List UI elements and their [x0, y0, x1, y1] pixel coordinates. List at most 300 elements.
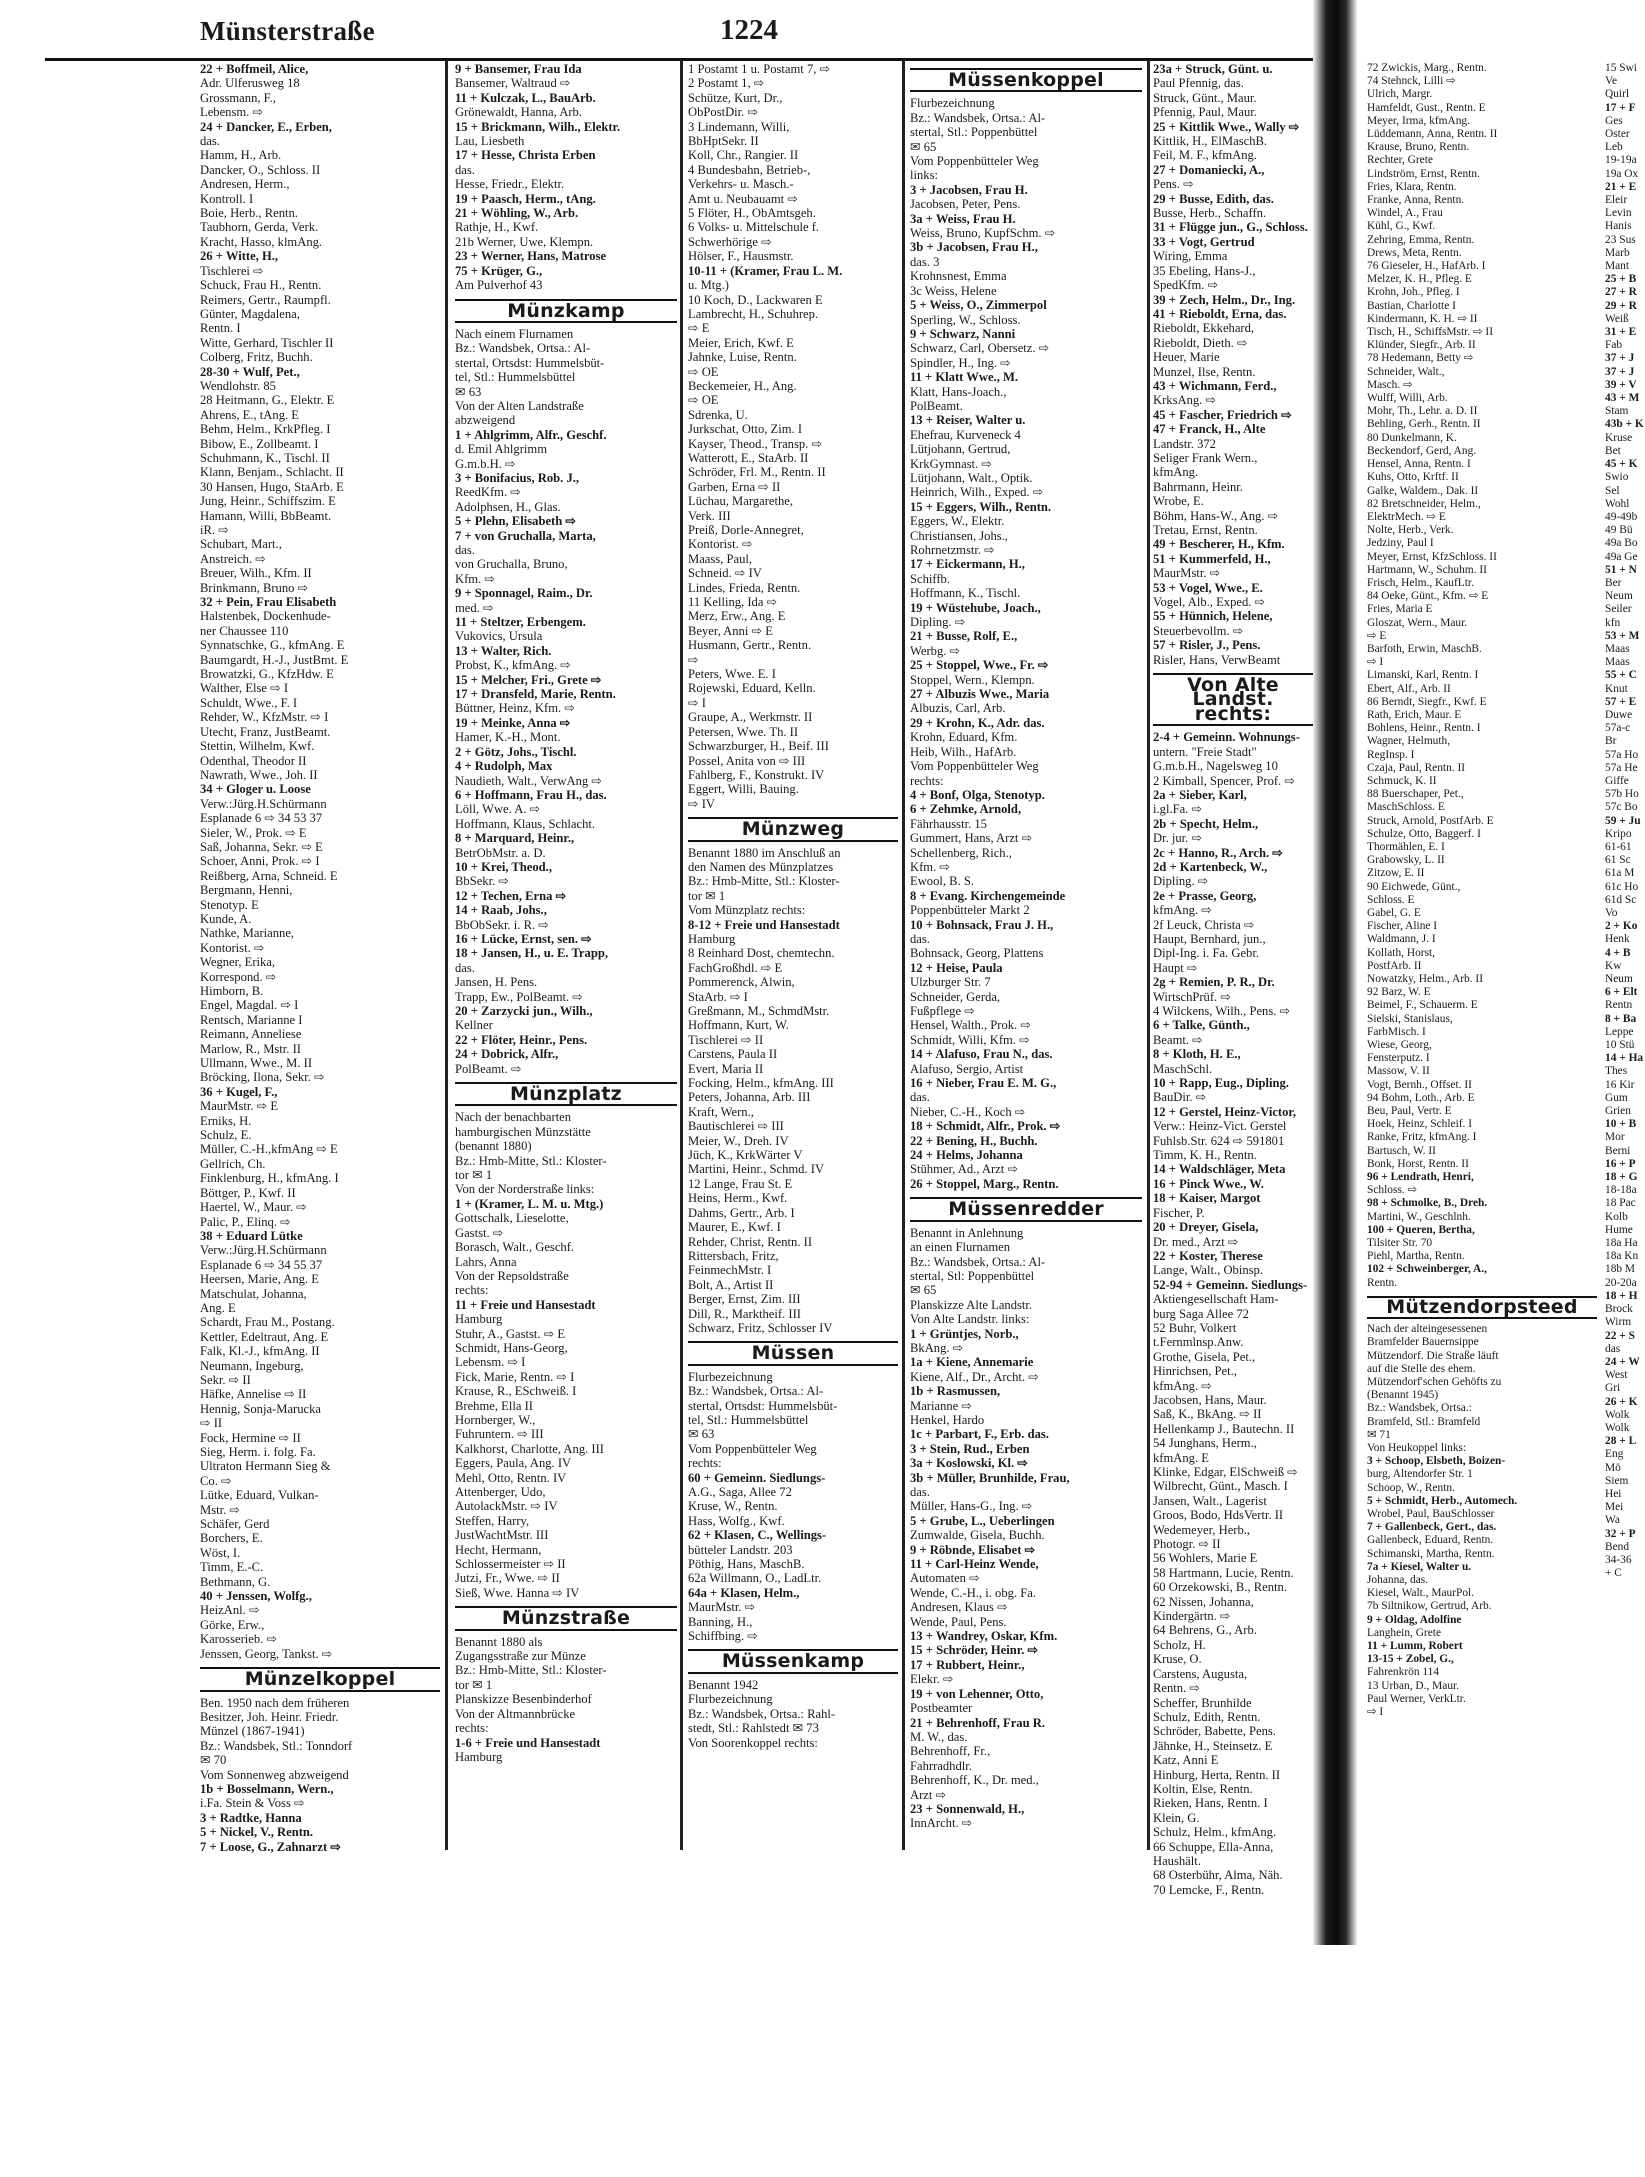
column-4	[910, 62, 1142, 1831]
entry-line: Behrenhoff, K., Dr. med.,	[910, 1773, 1039, 1788]
entry-line: BbObSekr. i. R. ⇨	[455, 917, 549, 932]
entry-line: 18 + H	[1605, 1289, 1638, 1302]
entry-line: BkAng. ⇨	[910, 1340, 964, 1355]
entry-line: Grossmann, F.,	[200, 90, 276, 105]
entry-line: 49 + Bescherer, H., Kfm.	[1153, 537, 1285, 552]
entry-line: Bastian, Charlotte I	[1367, 299, 1456, 312]
entry-line: 10 Koch, D., Lackwaren E	[688, 292, 823, 307]
entry-line: 13-15 + Zobel, G.,	[1367, 1653, 1454, 1666]
entry-line: Lütjohann, Walt., Optik.	[910, 470, 1033, 485]
entry-line: Bz.: Wandsbek, Ortsa.: Al-	[688, 1384, 824, 1399]
entry-line: PolBeamt. ⇨	[455, 1061, 522, 1076]
entry-line: Elekr. ⇨	[910, 1672, 954, 1687]
entry-line: 15 + Eggers, Wilh., Rentn.	[910, 499, 1052, 514]
entry-line: untern. "Freie Stadt"	[1153, 744, 1257, 759]
entry-line: Verw.:Jürg.H.Schürmann	[200, 796, 327, 811]
entry-line: Mohr, Th., Lehr. a. D. II	[1367, 405, 1478, 418]
column-2	[455, 62, 677, 1797]
entry-line: Beyer, Anni ⇨ E	[688, 623, 773, 638]
entry-line: Rathje, H., Kwf.	[455, 220, 539, 235]
entry-line: AutolackMstr. ⇨ IV	[455, 1499, 558, 1514]
entry-line: Jutzi, Fr., Wwe. ⇨ II	[455, 1571, 560, 1586]
entry-line: Wulff, Willi, Arb.	[1367, 392, 1448, 405]
entry-line: Mor	[1605, 1131, 1625, 1144]
entry-line: Krohnsnest, Emma	[910, 269, 1007, 284]
entry-line: 9 + Oldag, Adolfine	[1367, 1613, 1462, 1626]
entry-line: Wagner, Helmuth,	[1367, 735, 1451, 748]
entry-line: 3 + Bonifacius, Rob. J.,	[455, 470, 580, 485]
entry-line: Preiß, Dorle-Annegret,	[688, 523, 804, 537]
entry-line: Andresen, Klaus ⇨	[910, 1600, 1008, 1615]
entry-line: 102 + Schweinberger, A.,	[1367, 1263, 1487, 1276]
entry-line: stertal, Ortsdst: Hummelsbüt-	[688, 1398, 838, 1413]
entry-line: 55 + C	[1605, 669, 1637, 682]
entry-line: 8 + Kloth, H. E.,	[1153, 1047, 1241, 1062]
entry-line: 6 + Talke, Günth.,	[1153, 1018, 1250, 1033]
entry-line: Schmuck, K. II	[1367, 774, 1437, 787]
entry-line: 19 + Meinke, Anna ⇨	[455, 715, 571, 730]
entry-line: Jahnke, Luise, Rentn.	[688, 350, 797, 365]
entry-line: 9 + Bansemer, Frau Ida	[455, 62, 582, 76]
entry-line: 17 + Rubbert, Heinr.,	[910, 1657, 1025, 1672]
entry-line: ⇨ I	[1367, 1705, 1384, 1718]
entry-line: 2g + Remien, P. R., Dr.	[1153, 975, 1275, 990]
entry-line: 57a Ho	[1605, 748, 1639, 761]
entry-line: Sekr. ⇨ II	[200, 1372, 251, 1387]
entry-line: 31 + E	[1605, 326, 1637, 339]
entry-line: Attenberger, Udo,	[455, 1485, 546, 1499]
entry-line: 5 + Schmidt, Herb., Automech.	[1367, 1494, 1518, 1507]
entry-line: d. Emil Ahlgrimm	[455, 442, 548, 457]
entry-line: Schloss. E	[1367, 893, 1415, 906]
entry-line: 24 + Helms, Johanna	[910, 1148, 1023, 1163]
entry-line: Krohn, Joh., Pfleg. I	[1367, 286, 1460, 299]
entry-line: Hinburg, Herta, Rentn. II	[1153, 1767, 1281, 1782]
entry-line: Falk, Kl.-J., kfmAng. II	[200, 1344, 320, 1359]
entry-line: 27 + Albuzis Wwe., Maria	[910, 687, 1050, 702]
entry-line: 13 + Walter, Rich.	[455, 643, 552, 658]
entry-line: Paul Werner, VerkLtr.	[1367, 1692, 1466, 1705]
entry-line: Carstens, Paula II	[688, 1047, 778, 1062]
entry-line: 1a + Kiene, Annemarie	[910, 1355, 1034, 1370]
entry-line: Fuhlsb.Str. 624 ⇨ 591801	[1153, 1133, 1285, 1148]
entry-line: Anstreich. ⇨	[200, 551, 266, 566]
entry-line: Zumwalde, Gisela, Buchh.	[910, 1528, 1045, 1543]
entry-line: 18b M	[1605, 1263, 1636, 1276]
entry-line: Hamer, K.-H., Mont.	[455, 730, 561, 745]
entry-line: Schuhmann, K., Tischl. II	[200, 450, 330, 465]
entry-line: Fischer, Aline I	[1367, 920, 1438, 933]
entry-line: Grothe, Gisela, Pet.,	[1153, 1349, 1256, 1364]
entry-line: 4 Wilckens, Wilh., Pens. ⇨	[1153, 1004, 1291, 1018]
entry-line: Wohl	[1605, 497, 1630, 510]
entry-line: Berger, Ernst, Zim. III	[688, 1292, 801, 1307]
entry-line: Verk. III	[688, 508, 731, 523]
entry-line: Kellner	[455, 1018, 493, 1033]
entry-line: kfmAng.	[1153, 465, 1199, 480]
entry-line: Hornberger, W.,	[455, 1412, 536, 1427]
entry-line: 1-6 + Freie und Hansestadt	[455, 1735, 601, 1750]
entry-line: 3 + Radtke, Hanna	[200, 1810, 302, 1825]
entry-line: Benannt 1942	[688, 1677, 759, 1692]
entry-line: Fahrenkrön 114	[1367, 1666, 1440, 1679]
entry-line: Beu, Paul, Vertr. E	[1367, 1105, 1452, 1118]
entry-line: 12 + Techen, Erna ⇨	[455, 888, 567, 903]
entry-line: Ultraton Hermann Sieg &	[200, 1459, 331, 1474]
entry-line: 84 Oeke, Günt., Kfm. ⇨ E	[1367, 590, 1489, 603]
entry-line: 19-19a	[1605, 154, 1637, 167]
entry-line: Siem	[1605, 1474, 1629, 1487]
entry-line: Duwe	[1605, 708, 1633, 721]
entry-line: Lüddemann, Anna, Rentn. II	[1367, 128, 1498, 141]
entry-line: Jenssen, Georg, Tankst. ⇨	[200, 1646, 333, 1661]
entry-line: 11 + Carl-Heinz Wende,	[910, 1557, 1039, 1572]
entry-line: 21 + E	[1605, 180, 1637, 193]
entry-line: Martini, W., Geschlnh.	[1367, 1210, 1471, 1223]
entry-line: 61 Sc	[1605, 854, 1631, 867]
entry-line: 4 + Bonf, Olga, Stenotyp.	[910, 787, 1045, 802]
entry-line: 28 Heitmann, G., Elektr. E	[200, 393, 335, 408]
entry-line: Utecht, Franz, JustBeamt.	[200, 724, 331, 739]
entry-line: Pens. ⇨	[1153, 177, 1194, 192]
entry-line: ⇨ E	[1367, 629, 1387, 642]
entry-line: Andresen, Herm.,	[200, 177, 290, 192]
entry-line: ⇨ II	[200, 1416, 223, 1431]
entry-line: 61d Sc	[1605, 893, 1637, 906]
entry-line: Dipling. ⇨	[1153, 874, 1209, 889]
entry-line: 58 Hartmann, Lucie, Rentn.	[1153, 1565, 1294, 1580]
entry-line: Weiß	[1605, 312, 1629, 325]
entry-line: Petersen, Wwe. Th. II	[688, 724, 799, 739]
entry-line: 90 Eichwede, Günt.,	[1367, 880, 1461, 893]
entry-line: abzweigend	[455, 413, 516, 428]
entry-line: 15 + Melcher, Fri., Grete ⇨	[455, 672, 602, 687]
entry-line: Swio	[1605, 471, 1629, 484]
entry-line: Ehefrau, Kurveneck 4	[910, 427, 1021, 442]
entry-line: 55 + Hünnich, Helene,	[1153, 609, 1273, 624]
entry-line: Schütze, Kurt, Dr.,	[688, 90, 783, 105]
entry-line: ReedKfm. ⇨	[455, 485, 521, 500]
entry-line: Co. ⇨	[200, 1473, 232, 1488]
entry-line: Wiring, Emma	[1153, 249, 1228, 264]
entry-line: Graupe, A., Werkmstr. II	[688, 710, 813, 725]
entry-line: Görke, Erw.,	[200, 1617, 265, 1632]
entry-line: Heuer, Marie	[1153, 350, 1220, 365]
entry-line: Scheffer, Brunhilde	[1153, 1695, 1252, 1710]
entry-line: med. ⇨	[455, 600, 494, 615]
entry-line: Sperling, W., Schloss.	[910, 312, 1021, 327]
entry-line: Timm, E.-C.	[200, 1560, 264, 1575]
entry-line: 96 + Lendrath, Henri,	[1367, 1171, 1474, 1184]
entry-line: Schneider, Walt.,	[1367, 365, 1445, 378]
entry-line: Hamburg	[688, 931, 736, 946]
entry-line: 11 + Klatt Wwe., M.	[910, 370, 1019, 385]
entry-line: Hensel, Walth., Prok. ⇨	[910, 1018, 1031, 1033]
entry-line: 57 + E	[1605, 695, 1637, 708]
entry-line: 14 + Ha	[1605, 1052, 1644, 1065]
entry-line: rechts:	[455, 1283, 489, 1298]
entry-line: Hoek, Heinz, Schleif. I	[1367, 1118, 1473, 1131]
entry-line: Ewool, B. S.	[910, 874, 975, 889]
entry-line: 12 + Gerstel, Heinz-Victor,	[1153, 1104, 1296, 1119]
entry-line: Bramfeld, Stl.: Bramfeld	[1367, 1415, 1481, 1428]
entry-line: Hensel, Anna, Rentn. I	[1367, 458, 1471, 471]
entry-line: Schmidt, Willi, Kfm. ⇨	[910, 1032, 1030, 1047]
entry-line: Colberg, Fritz, Buchh.	[200, 350, 313, 365]
entry-line: Böhm, Hans-W., Ang. ⇨	[1153, 508, 1279, 523]
entry-line: Henkel, Hardo	[910, 1412, 985, 1427]
entry-line: kfmAng. E	[1153, 1450, 1209, 1465]
entry-line: Behling, Gerh., Rentn. II	[1367, 418, 1481, 431]
entry-line: iR. ⇨	[200, 523, 229, 537]
entry-line: 62 Nissen, Johanna,	[1153, 1594, 1254, 1609]
entry-line: BetrObMstr. a. D.	[455, 845, 546, 860]
entry-line: Kracht, Hasso, klmAng.	[200, 234, 323, 249]
entry-line: Ranke, Fritz, kfmAng. I	[1367, 1131, 1477, 1144]
entry-line: 19 + von Lehenner, Otto,	[910, 1686, 1044, 1701]
section-heading: Müssenkoppel	[910, 68, 1142, 92]
entry-line: Rieken, Hans, Rentn. I	[1153, 1796, 1268, 1811]
entry-line: Schloss. ⇨	[1367, 1184, 1418, 1197]
entry-line: Pfennig, Paul, Maur.	[1153, 105, 1257, 120]
entry-line: Vom Sonnenweg abzweigend	[200, 1767, 349, 1782]
entry-line: Schmidt, Hans-Georg,	[455, 1340, 568, 1355]
entry-line: Pommerenck, Alwin,	[688, 975, 795, 990]
entry-line: 10 + Bohnsack, Frau J. H.,	[910, 917, 1054, 932]
entry-line: Eggers, Paula, Ang. IV	[455, 1456, 572, 1471]
entry-line: 39 + V	[1605, 378, 1637, 391]
entry-line: Vom Münzplatz rechts:	[688, 903, 806, 918]
entry-line: Grabowsky, L. II	[1367, 854, 1445, 867]
section-heading: Mützendorpsteed	[1367, 1296, 1597, 1319]
entry-line: 17 + F	[1605, 101, 1636, 114]
entry-line: Hamburg	[455, 1312, 503, 1327]
entry-line: A.G., Saga, Allee 72	[688, 1485, 792, 1499]
entry-line: 22 + Flöter, Heinr., Pens.	[455, 1032, 588, 1047]
section-heading: Münzweg	[688, 817, 898, 841]
entry-line: Watterott, E., StaArb. II	[688, 450, 809, 465]
entry-line: Dr. jur. ⇨	[1153, 831, 1203, 846]
entry-line: Schuldt, Wwe., F. I	[200, 695, 298, 710]
entry-line: 2f Leuck, Christa ⇨	[1153, 917, 1255, 932]
entry-line: 11 Kelling, Ida ⇨	[688, 595, 778, 610]
entry-line: Mei	[1605, 1501, 1624, 1514]
entry-line: 32 + P	[1605, 1527, 1636, 1540]
entry-line: Czaja, Paul, Rentn. II	[1367, 761, 1466, 774]
entry-line: 74 Stehnck, Lilli ⇨	[1367, 75, 1456, 88]
entry-line: Bz.: Hmb-Mitte, Stl.: Kloster-	[455, 1663, 607, 1678]
entry-line: Werbg. ⇨	[910, 643, 961, 658]
entry-line: Christiansen, Johs.,	[910, 528, 1008, 543]
entry-line: Gottschalk, Lieselotte,	[455, 1211, 569, 1226]
entry-line: Schellenberg, Rich.,	[910, 845, 1012, 860]
entry-line: Kayser, Theod., Transp. ⇨	[688, 436, 822, 451]
entry-line: Schardt, Frau M., Postang.	[200, 1315, 335, 1330]
entry-line: Schoop, W., Rentn.	[1367, 1481, 1455, 1494]
entry-line: 7 + Gallenbeck, Gert., das.	[1367, 1521, 1497, 1534]
entry-line: 6 Volks- u. Mittelschule f.	[688, 220, 820, 235]
entry-line: 3 + Schoop, Elsbeth, Boizen-	[1367, 1455, 1506, 1468]
entry-line: Jansen, Walt., Lagerist	[1153, 1493, 1267, 1508]
entry-line: Fensterputz. I	[1367, 1052, 1430, 1065]
entry-line: Hanis	[1605, 220, 1632, 233]
entry-line: rechts:	[688, 1456, 722, 1471]
entry-line: Struck, Günt., Maur.	[1153, 90, 1257, 105]
entry-line: Trapp, Ew., PolBeamt. ⇨	[455, 989, 583, 1004]
entry-line: t.Fernmlnsp.Anw.	[1153, 1335, 1244, 1350]
entry-line: Rentsch, Marianne I	[200, 1012, 303, 1027]
entry-line: Bet	[1605, 444, 1621, 457]
entry-line: Tisch, H., SchiffsMstr. ⇨ II	[1367, 326, 1493, 339]
entry-line: Koltin, Else, Rentn.	[1153, 1781, 1253, 1796]
entry-line: Nawrath, Wwe., Joh. II	[200, 767, 318, 782]
entry-line: Kühl, G., Kwf.	[1367, 220, 1436, 233]
entry-line: 3 + Jacobsen, Frau H.	[910, 182, 1028, 197]
entry-line: 43 + M	[1605, 392, 1640, 405]
entry-line: Von der Repsoldstraße	[455, 1268, 569, 1283]
entry-line: 60 Orzekowski, B., Rentn.	[1153, 1580, 1287, 1595]
entry-line: Marb	[1605, 246, 1630, 259]
entry-line: 21 + Busse, Rolf, E.,	[910, 629, 1018, 644]
entry-line: 14 + Raab, Johs.,	[455, 903, 547, 918]
entry-line: Meier, Erich, Kwf. E	[688, 335, 794, 350]
entry-line: Erniks, H.	[200, 1113, 252, 1128]
entry-line: Lütjohann, Gertrud,	[910, 442, 1011, 457]
entry-line: 4 Bundesbahn, Betrieb-,	[688, 162, 811, 177]
entry-line: 2 + Götz, Johs., Tischl.	[455, 744, 577, 759]
entry-line: 3c Weiss, Helene	[910, 283, 997, 298]
entry-line: G.m.b.H. ⇨	[455, 456, 516, 471]
entry-line: 6 + Hoffmann, Frau H., das.	[455, 787, 607, 802]
entry-line: ⇨ OE	[688, 393, 719, 408]
entry-line: Ben. 1950 nach dem früheren	[200, 1695, 350, 1710]
entry-line: das.	[455, 960, 475, 975]
entry-line: Flurbezeichnung	[688, 1692, 773, 1707]
entry-line: burg Saga Allee 72	[1153, 1306, 1249, 1321]
entry-line: 64 Behrens, G., Arb.	[1153, 1623, 1257, 1638]
entry-line: Flurbezeichnung	[688, 1369, 773, 1384]
entry-line: 70 Lemcke, F., Rentn.	[1153, 1882, 1265, 1897]
entry-line: Piehl, Martha, Rentn.	[1367, 1250, 1465, 1263]
entry-line: Wöst, I.	[200, 1545, 241, 1560]
entry-line: Ve	[1605, 75, 1618, 88]
entry-line: ObPostDir. ⇨	[688, 105, 759, 120]
entry-line: Benannt 1880 als	[455, 1634, 543, 1649]
entry-line: Langhein, Grete	[1367, 1626, 1442, 1639]
entry-line: Mehl, Otto, Rentn. IV	[455, 1470, 567, 1485]
entry-line: 14 + Alafuso, Frau N., das.	[910, 1047, 1053, 1062]
entry-line: Kettler, Edeltraut, Ang. E	[200, 1329, 329, 1344]
entry-line: Vom Poppenbütteler Weg	[910, 154, 1039, 169]
entry-line: stertal, Ortsdst: Hummelsbüt-	[455, 355, 605, 370]
entry-line: 21 + Wöhling, W., Arb.	[455, 206, 579, 221]
entry-line: Munzel, Ilse, Rentn.	[1153, 364, 1256, 379]
entry-line: 14 + Waldschläger, Meta	[1153, 1162, 1286, 1177]
entry-line: Probst, K., kfmAng. ⇨	[455, 658, 571, 673]
entry-line: den Namen des Münzplatzes	[688, 859, 834, 874]
entry-line: Kiene, Alf., Dr., Archt. ⇨	[910, 1369, 1039, 1384]
entry-line: Seiler	[1605, 603, 1632, 616]
entry-line: 2 + Ko	[1605, 920, 1638, 933]
entry-line: das	[1605, 1342, 1621, 1355]
entry-line: 8 + Ba	[1605, 1012, 1637, 1025]
page-number: 1224	[720, 14, 778, 46]
entry-line: Schulz, E.	[200, 1128, 252, 1143]
entry-line: Giffe	[1605, 774, 1629, 787]
entry-line: Wende, C.-H., i. obg. Fa.	[910, 1585, 1036, 1600]
entry-line: Lindes, Frieda, Rentn.	[688, 580, 801, 595]
entry-line: 21 + Behrenhoff, Frau R.	[910, 1715, 1045, 1730]
entry-line: Maurer, E., Kwf. I	[688, 1220, 781, 1235]
entry-line: 26 + K	[1605, 1395, 1638, 1408]
entry-line: Pöthig, Hans, MaschB.	[688, 1557, 805, 1572]
entry-line: 16 + Lücke, Ernst, sen. ⇨	[455, 931, 592, 946]
entry-line: Thormählen, E. I	[1367, 840, 1445, 853]
entry-line: Meier, W., Dreh. IV	[688, 1133, 789, 1148]
entry-line: 20-20a	[1605, 1276, 1637, 1289]
entry-line: Rieboldt, Ekkehard,	[1153, 321, 1255, 336]
entry-line: ⇨ E	[688, 321, 710, 336]
entry-line: Nieber, C.-H., Koch ⇨	[910, 1104, 1026, 1119]
entry-line: Kuhs, Otto, Krftf. II	[1367, 471, 1459, 484]
entry-line: Boie, Herb., Rentn.	[200, 206, 298, 221]
entry-line: Schlossermeister ⇨ II	[455, 1557, 566, 1572]
entry-line: Stuhr, A., Gastst. ⇨ E	[455, 1326, 566, 1341]
entry-line: 68 Osterbühr, Alma, Näh.	[1153, 1868, 1283, 1883]
entry-line: 4 + B	[1605, 946, 1631, 959]
entry-line: ner Chaussee 110	[200, 623, 289, 638]
entry-line: Wende, Paul, Pens.	[910, 1614, 1007, 1629]
entry-line: Paul Pfennig, das.	[1153, 76, 1244, 91]
entry-line: Fock, Hermine ⇨ II	[200, 1430, 301, 1445]
entry-line: Engel, Magdal. ⇨ I	[200, 998, 299, 1013]
entry-line: Bz.: Hmb-Mitte, Stl.: Kloster-	[455, 1153, 607, 1168]
entry-line: Gabel, G. E	[1367, 907, 1421, 919]
entry-line: Ges	[1605, 114, 1623, 127]
entry-line: 53 + Vogel, Wwe., E.	[1153, 580, 1263, 595]
entry-line: 13 Urban, D., Maur.	[1367, 1679, 1460, 1692]
entry-line: Stoppel, Wern., Klempn.	[910, 672, 1035, 687]
entry-line: 88 Buerschaper, Pet.,	[1367, 788, 1464, 801]
entry-line: Bohlens, Heinr., Rentn. I	[1367, 722, 1481, 735]
entry-line: 72 Zwickis, Marg., Rentn.	[1367, 62, 1487, 74]
entry-line: 3 Lindemann, Willi,	[688, 119, 790, 134]
entry-line: Bartusch, W. II	[1367, 1144, 1436, 1157]
entry-line: Hartmann, W., Schuhm. II	[1367, 563, 1487, 576]
entry-line: Flurbezeichnung	[910, 96, 995, 111]
column-rule	[445, 60, 448, 1850]
entry-line: Wrobel, Paul, BauSchlosser	[1367, 1507, 1495, 1520]
entry-line: 2 Postamt 1, ⇨	[688, 76, 765, 91]
entry-line: 25 + B	[1605, 273, 1637, 286]
entry-line: WirtschPrüf. ⇨	[1153, 989, 1231, 1004]
entry-line: Kiesel, Walt., MaurPol.	[1367, 1587, 1475, 1600]
entry-line: Naudieth, Walt., VerwAng ⇨	[455, 773, 602, 788]
entry-line: 17 + Hesse, Christa Erben	[455, 148, 596, 163]
entry-line: Haertel, W., Maur. ⇨	[200, 1200, 307, 1215]
entry-line: 22 + Koster, Therese	[1153, 1248, 1263, 1263]
entry-line: 18 Pac	[1605, 1197, 1636, 1210]
entry-line: Arzt ⇨	[910, 1787, 947, 1802]
entry-line: Gellrich, Ch.	[200, 1156, 266, 1171]
entry-line: Steuerbevollm. ⇨	[1153, 623, 1244, 638]
entry-line: Landstr. 372	[1153, 436, 1216, 451]
entry-line: 36 + Kugel, F.,	[200, 1084, 278, 1099]
entry-line: Schubart, Mart.,	[200, 537, 282, 552]
entry-line: das.	[910, 1485, 930, 1499]
entry-line: Karosserieb. ⇨	[200, 1632, 277, 1647]
entry-line: Gallenbeck, Eduard, Rentn.	[1367, 1534, 1494, 1547]
